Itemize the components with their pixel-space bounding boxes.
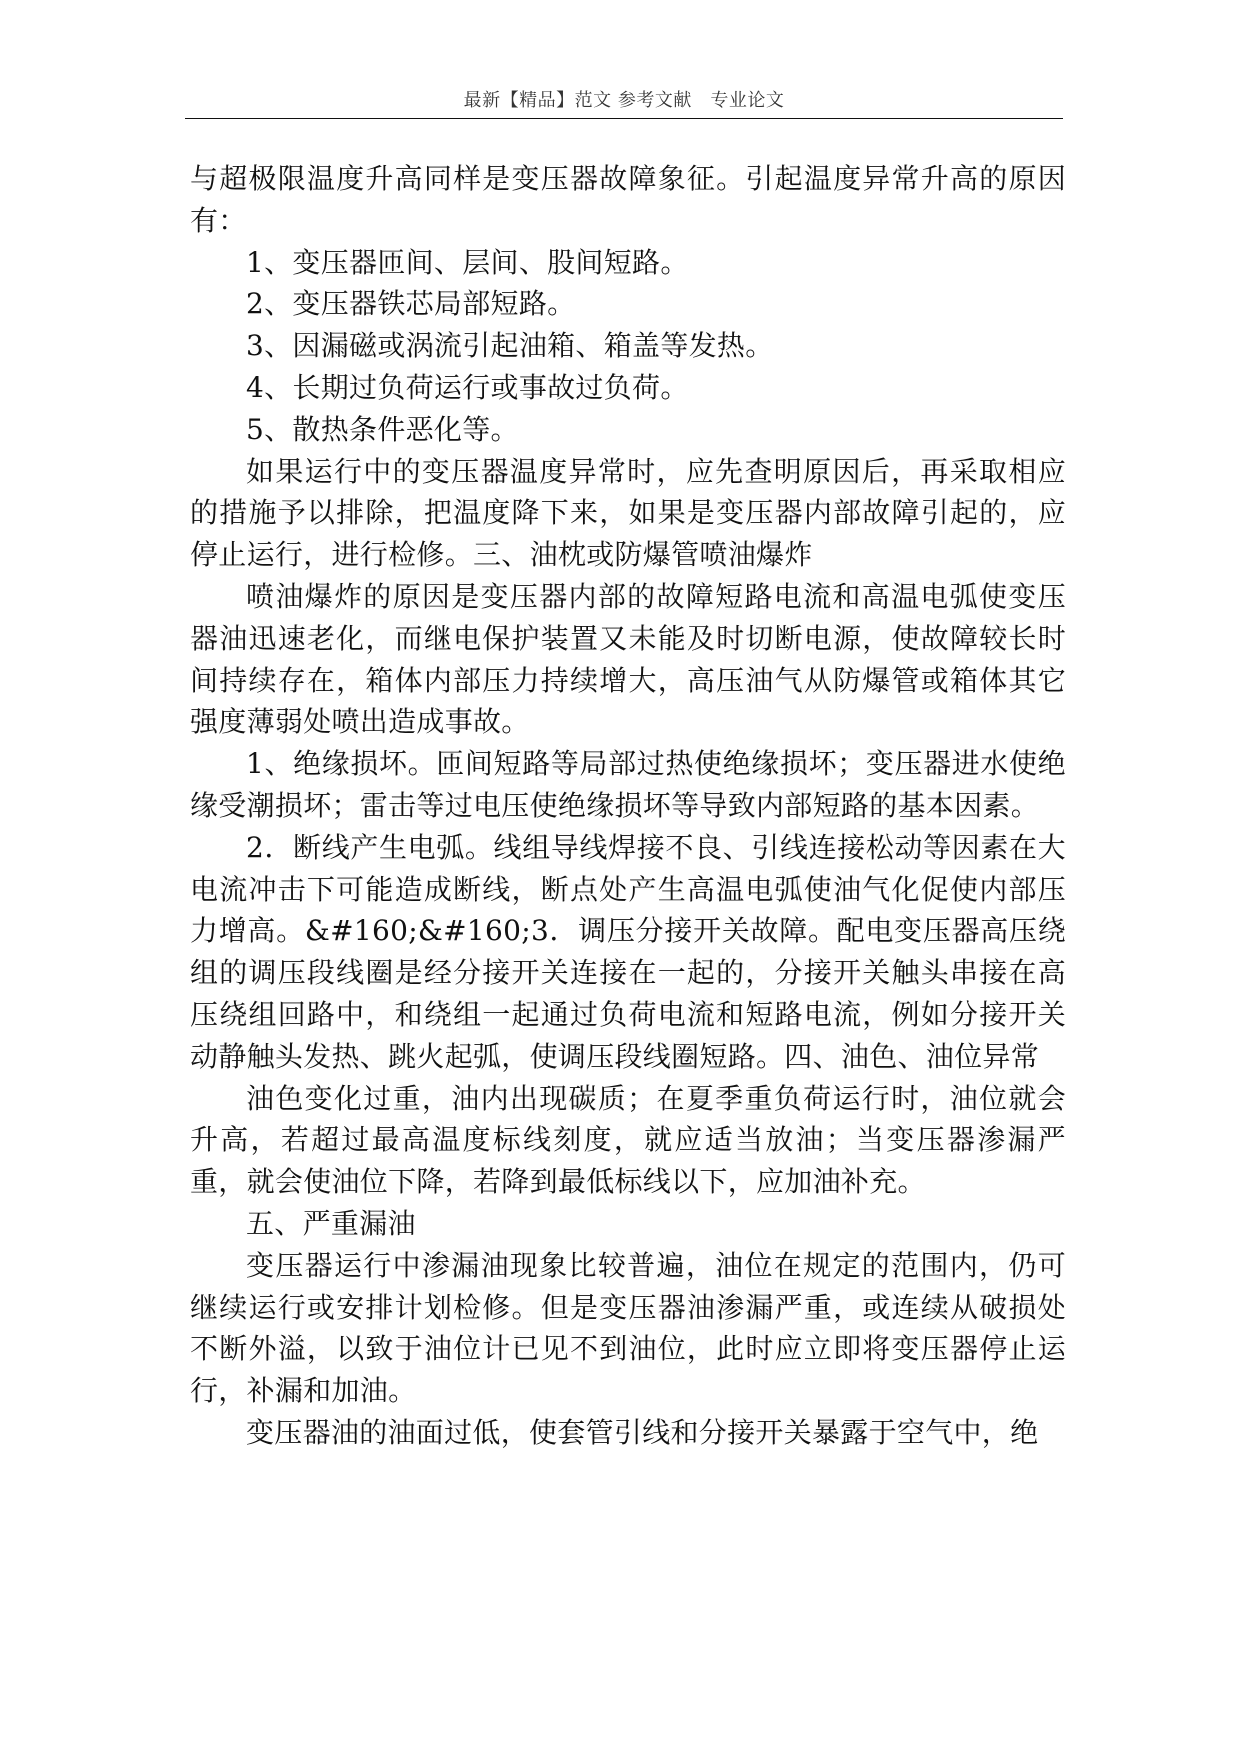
list-item: 5、散热条件恶化等。	[246, 412, 519, 446]
paragraph: 1、绝缘损坏。匝间短路等局部过热使绝缘损坏；变压器进水使绝缘受潮损坏；雷击等过电压使绝缘损坏等导致内部短路的基本因素。	[190, 747, 1066, 822]
paragraph: 变压器油的油面过低，使套管引线和分接开关暴露于空气中，绝	[246, 1415, 1039, 1449]
paragraph: 2．断线产生电弧。线组导线焊接不良、引线连接松动等因素在大电流冲击下可能造成断线，断点处产生高温电弧使油气化促使内部压力增高。&#160;&#160;3．调压分接开关故障。配电变压器高压绕组的调压段线圈是经分接开关连接在一起的，分接开关触头串接在高压绕组回路中，和绕组一起通过负荷电流和短路电流，例如分接开关动静触头发热、跳火起弧，使调压段线圈短路。四、油色、油位异常	[190, 830, 1066, 1073]
document-body	[190, 158, 1066, 1454]
list-item: 4、长期过负荷运行或事故过负荷。	[246, 370, 689, 404]
list-item: 2、变压器铁芯局部短路。	[246, 287, 576, 321]
list-item: 3、因漏磁或涡流引起油箱、箱盖等发热。	[246, 329, 774, 363]
paragraph: 如果运行中的变压器温度异常时，应先查明原因后，再采取相应的措施予以排除，把温度降下来，如果是变压器内部故障引起的，应停止运行，进行检修。三、油枕或防爆管喷油爆炸	[190, 454, 1066, 572]
paragraph: 与超极限温度升高同样是变压器故障象征。引起温度异常升高的原因有：	[190, 162, 1066, 237]
list-item: 1、变压器匝间、层间、股间短路。	[246, 245, 689, 279]
paragraph: 油色变化过重，油内出现碳质；在夏季重负荷运行时，油位就会升高，若超过最高温度标线刻度，就应适当放油；当变压器渗漏严重，就会使油位下降，若降到最低标线以下，应加油补充。	[190, 1081, 1066, 1199]
header-divider	[185, 118, 1063, 119]
section-heading: 五、严重漏油	[246, 1206, 416, 1240]
paragraph: 喷油爆炸的原因是变压器内部的故障短路电流和高温电弧使变压器油迅速老化，而继电保护装置又未能及时切断电源，使故障较长时间持续存在，箱体内部压力持续增大，高压油气从防爆管或箱体其它强度薄弱处喷出造成事故。	[190, 579, 1066, 739]
page-header: 最新【精品】范文 参考文献 专业论文	[463, 90, 785, 111]
paragraph: 变压器运行中渗漏油现象比较普遍，油位在规定的范围内，仍可继续运行或安排计划检修。但是变压器油渗漏严重，或连续从破损处不断外溢，以致于油位计已见不到油位，此时应立即将变压器停止运行，补漏和加油。	[190, 1248, 1066, 1408]
